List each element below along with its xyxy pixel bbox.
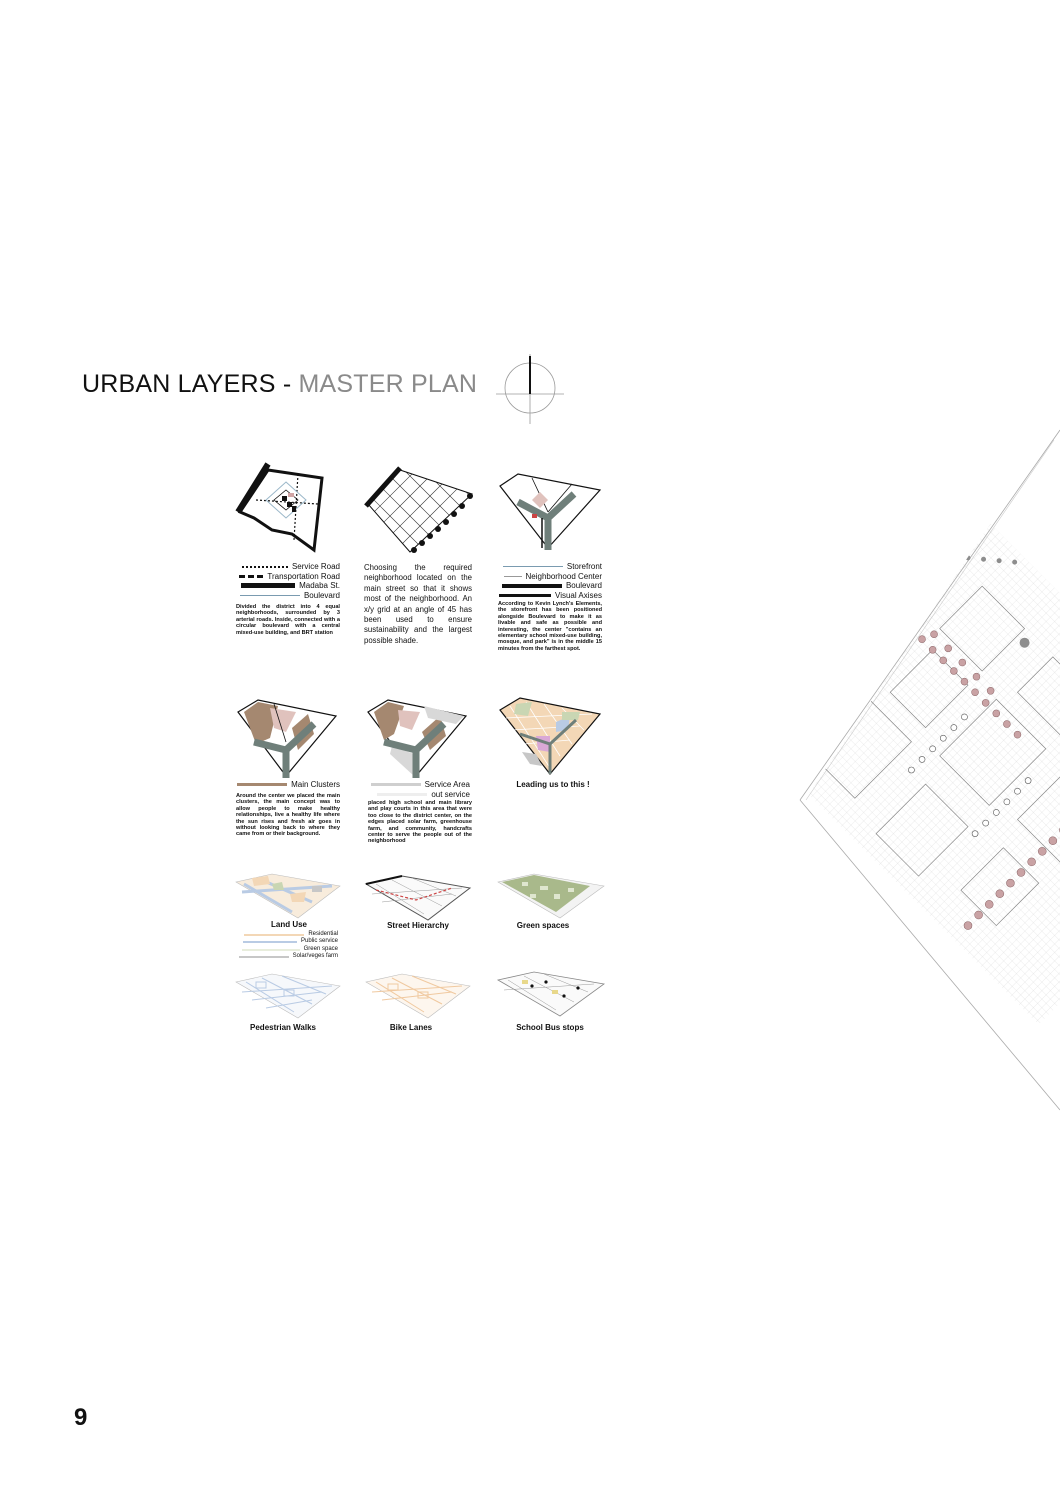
panel-4-description: Around the center we placed the main clusters, the main concept was to allow people to make healthy relationships, live a healthy life where the sun rises and fresh air goes in without looking back to where they came from or their background. <box>236 793 340 838</box>
legend-item-main-clusters: Main Clusters <box>236 780 340 790</box>
school-bus-stops-map <box>494 970 606 1018</box>
legend-item-visual-axises: Visual Axises <box>497 591 602 601</box>
legend-item-residential: Residential <box>234 931 338 938</box>
panel-1-description: Divided the district into 4 equal neighborhoods, surrounded by 3 arterial roads. Inside, connected with a circular boulevard with a central mixed-use building, and BRT station <box>236 604 340 636</box>
title-separator: - <box>275 370 299 398</box>
panel-2-description: Choosing the required neighborhood located on the main street so that it shows most of the neighborhood. An x/y grid at an angle of 45 has been used to ensure sustainability and the largest possible shade. <box>364 563 472 645</box>
panel-5-description: placed high school and main library and play courts in this area that were too close to the district center, on the edges placed solar farm, greenhouse farm, and community, handcrafts center to serve the people out of the neighborhood <box>368 800 472 845</box>
legend-item-solar-farm: Solar/veges farm <box>234 953 338 960</box>
green-spaces-caption: Green spaces <box>516 921 570 930</box>
master-plan-result-diagram <box>496 696 604 778</box>
pedestrian-walks-caption: Pedestrian Walks <box>250 1023 316 1032</box>
master-plan-drawing <box>798 420 1060 1125</box>
bike-lanes-map <box>362 972 472 1020</box>
north-arrow-icon <box>494 354 566 431</box>
service-area-diagram <box>364 698 470 780</box>
panel-6-caption: Leading us to this ! <box>516 780 590 789</box>
legend-item-boulevard: Boulevard <box>234 591 340 601</box>
street-hierarchy-caption: Street Hierarchy <box>387 921 449 930</box>
legend-item-service-road: Service Road <box>234 562 340 572</box>
main-clusters-diagram <box>234 698 340 780</box>
street-hierarchy-map <box>362 874 472 922</box>
school-bus-stops-caption: School Bus stops <box>516 1023 584 1032</box>
land-use-caption: Land Use <box>270 920 307 929</box>
bike-lanes-caption: Bike Lanes <box>389 1023 433 1032</box>
title-part-2: MASTER PLAN <box>298 370 478 398</box>
legend-item-out-service: out service <box>368 790 470 800</box>
pedestrian-walks-map <box>232 972 342 1020</box>
panel-3-legend <box>497 562 602 600</box>
storefront-diagram <box>496 470 606 552</box>
panel-5-legend <box>368 780 470 799</box>
page-number: 9 <box>74 1404 88 1431</box>
land-use-map <box>232 872 342 920</box>
page-title <box>82 370 477 399</box>
land-use-legend <box>234 931 338 961</box>
title-part-1: URBAN LAYERS <box>82 370 276 398</box>
legend-item-public-service: Public service <box>234 938 338 945</box>
legend-item-storefront: Storefront <box>497 562 602 572</box>
legend-item-green-space: Green space <box>234 946 338 953</box>
panel-3-description: According to Kevin Lynch's Elements, the storefront has been positioned alongside Boulevard to make it as livable and safe as possible and interesting, the center "contains an elementary school mixed-use building, mosque, and park" is in the middle 15 minutes from the farthest spot. <box>498 601 602 652</box>
legend-item-transportation-road: Transportation Road <box>234 572 340 582</box>
green-spaces-map <box>494 872 606 920</box>
grid-diagram <box>360 466 478 556</box>
legend-item-boulevard-3: Boulevard <box>497 581 602 591</box>
panel-4-legend <box>236 780 340 790</box>
legend-item-service-area: Service Area <box>368 780 470 790</box>
panel-1-legend <box>234 562 340 600</box>
legend-item-neighborhood-center: Neighborhood Center <box>497 572 602 582</box>
legend-item-madaba-st: Madaba St. <box>234 581 340 591</box>
district-division-diagram <box>232 460 342 558</box>
